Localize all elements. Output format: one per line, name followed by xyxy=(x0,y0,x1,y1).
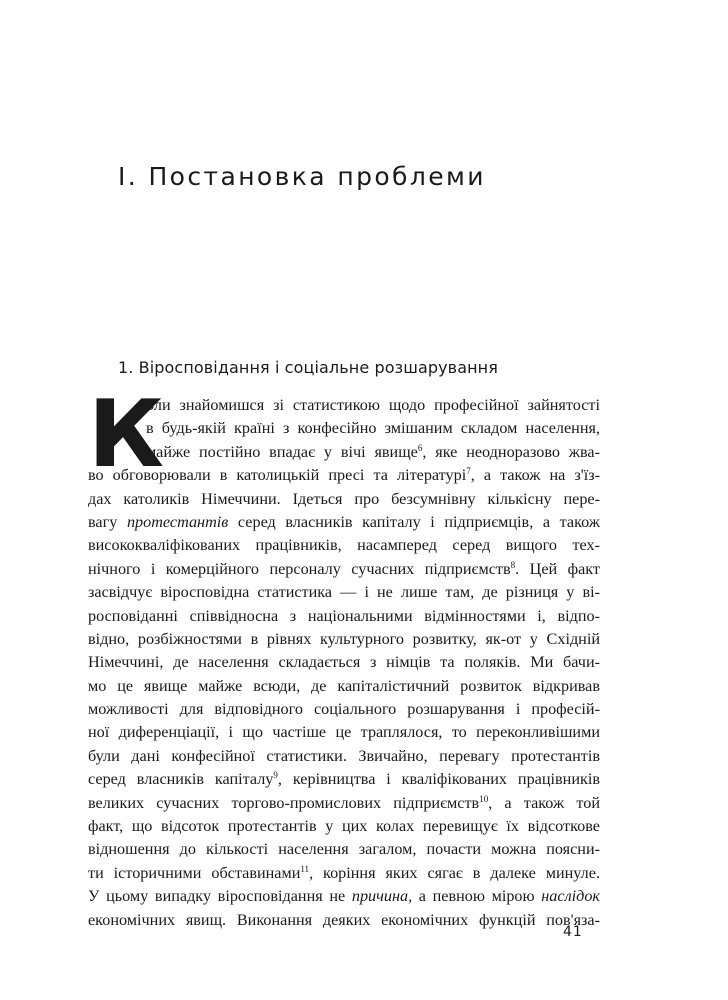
line-text: в будь-якій країні з конфесійно змішаним складом населення, xyxy=(146,419,600,438)
line-text: вагу xyxy=(88,512,127,531)
text-line xyxy=(88,651,600,674)
line-text: майже постійно впадає у вічі явище xyxy=(146,442,418,461)
line-text: великих сучасних торгово-промислових підприємств xyxy=(88,793,480,812)
text-line xyxy=(88,558,600,581)
page-number: 41 xyxy=(563,924,583,940)
line-text: оли знайомишся зі статистикою щодо професійної зайнятості xyxy=(146,396,600,414)
line-text: ної диференціації, і що частіше це траплялося, то переконливішими xyxy=(88,723,600,742)
line-text-tail: , а також той xyxy=(488,793,600,812)
line-text-tail: , керівництва і кваліфікованих працівників xyxy=(277,770,600,789)
text-line xyxy=(88,417,600,440)
line-text: серед власників капіталу xyxy=(88,770,274,789)
text-line xyxy=(88,464,600,487)
line-text-tail: , коріння яких сягає в далеке минуле. xyxy=(309,863,600,882)
text-line xyxy=(88,768,600,791)
line-text-tail: серед власників капіталу і підприємців, а також xyxy=(228,512,600,531)
drop-cap: К xyxy=(88,380,165,488)
line-text: факт, що відсоток протестантів у цих колах перевищує їх відсоткове xyxy=(88,817,600,836)
line-text: були дані конфесійної статистики. Звичайно, перевагу протестантів xyxy=(88,746,600,765)
line-text-tail: . Цей факт xyxy=(515,559,601,578)
text-line xyxy=(88,441,600,464)
section-title: 1. Віросповідання і соціальне розшарування xyxy=(118,358,498,377)
emphasis: причина, xyxy=(351,887,413,906)
text-line xyxy=(88,628,600,651)
text-line xyxy=(88,675,600,698)
line-text: Німеччині, де населення складається з німців та поляків. Ми бачи- xyxy=(88,653,600,672)
text-line xyxy=(88,815,600,838)
body-paragraph xyxy=(88,394,600,932)
footnote-ref[interactable]: 6 xyxy=(417,442,423,453)
text-line xyxy=(88,792,600,815)
footnote-ref[interactable]: 7 xyxy=(466,466,471,477)
emphasis: протестантів xyxy=(126,512,229,531)
line-text: засвідчує віросповідна статистика — і не лише там, де різниця у ві- xyxy=(88,583,600,602)
emphasis: наслідок xyxy=(541,887,600,906)
chapter-title: І. Постановка проблеми xyxy=(118,162,486,191)
footnote-ref[interactable]: 10 xyxy=(479,793,489,804)
text-line xyxy=(88,511,600,534)
text-line xyxy=(88,488,600,511)
text-line xyxy=(88,721,600,744)
line-text: мо це явище майже всюди, де капіталістичний розвиток відкривав xyxy=(88,676,600,695)
line-text: висококваліфікованих працівників, насамперед серед вищого тех- xyxy=(88,536,600,555)
line-text-tail: , а також на з'їз- xyxy=(470,466,600,485)
footnote-ref[interactable]: 8 xyxy=(510,559,516,570)
text-line xyxy=(88,605,600,628)
line-text: відно, розбіжностями в рівнях культурного розвитку, як-от у Східній xyxy=(88,629,600,648)
text-line xyxy=(88,581,600,604)
line-text: дах католиків Німеччини. Ідеться про безсумнівну кількісну пере- xyxy=(88,489,600,508)
line-text: нічного і комерційного персоналу сучасних підприємств xyxy=(88,559,511,578)
text-line xyxy=(88,394,600,417)
text-line xyxy=(88,698,600,721)
line-text-tail: , яке неодноразово жва- xyxy=(422,442,601,461)
footnote-ref[interactable]: 9 xyxy=(273,770,278,781)
line-text-tail: а певною мірою xyxy=(412,887,542,906)
text-line xyxy=(88,862,600,885)
line-text: У цьому випадку віросповідання не xyxy=(88,887,352,906)
text-line xyxy=(88,838,600,861)
line-text: можливості для відповідного соціального розшарування і професій- xyxy=(88,700,600,719)
text-line xyxy=(88,745,600,768)
text-line xyxy=(88,909,600,932)
line-text: ти історичними обставинами xyxy=(88,863,301,882)
line-text: економічних явищ. Виконання деяких економічних функцій пов'яза- xyxy=(88,910,600,929)
line-text: во обговорювали в католицькій пресі та літературі xyxy=(88,466,467,485)
footnote-ref[interactable]: 11 xyxy=(300,863,310,874)
text-line xyxy=(88,534,600,557)
line-text: відношення до кількості населення загалом, почасти можна поясни- xyxy=(88,840,600,859)
text-line xyxy=(88,885,600,908)
line-text: росповіданні співвідносна з національними відмінностями і, відпо- xyxy=(88,606,600,625)
